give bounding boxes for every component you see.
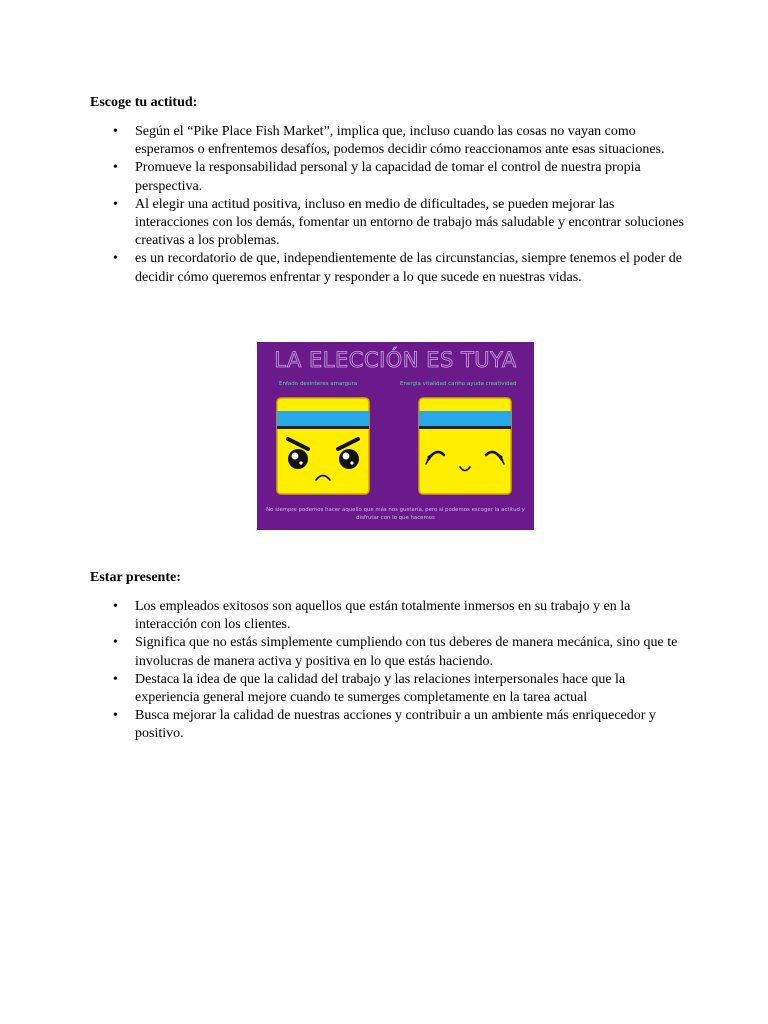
list-item	[0, 196, 768, 251]
list-item-text: Significa que no estás simplemente cumpliendo con tus deberes de manera mecánica, sino que te involucras de manera activa y positiva en lo que estás haciendo.	[135, 635, 678, 669]
section-heading-attitude: Escoge tu actitud:	[90, 95, 198, 110]
list-item	[0, 159, 768, 195]
bullet-list-attitude	[0, 123, 768, 287]
bullet-icon: •	[113, 599, 118, 614]
list-item	[0, 707, 768, 743]
bullet-icon: •	[113, 196, 118, 212]
happy-face-icon	[418, 397, 512, 495]
list-item	[0, 123, 768, 159]
bullet-list-be-present	[0, 598, 768, 744]
bullet-icon: •	[113, 251, 118, 267]
list-item	[0, 634, 768, 670]
bullet-icon: •	[113, 160, 118, 176]
bullet-icon: •	[113, 671, 118, 687]
list-item-text: Destaca la idea de que la calidad del trabajo y las relaciones interpersonales hace que la experiencia general mejore cuando te sumerges completamente en la tarea actual	[135, 671, 626, 706]
list-item	[0, 598, 768, 634]
list-item-text: Promueve la responsabilidad personal y la capacidad de tomar el control de nuestra propia perspectiva.	[135, 160, 641, 194]
attitude-illustration	[257, 342, 534, 530]
illustration-negative-words: Enfado desinteres amargura	[279, 381, 358, 387]
illustration-positive-words: Energia vitalidad cariño ayuda creatividad	[400, 381, 517, 387]
bullet-icon: •	[113, 708, 118, 724]
list-item	[0, 671, 768, 707]
list-item-text: es un recordatorio de que, independientemente de las circunstancias, siempre tenemos el poder de decidir cómo queremos enfrentar y responder a lo que sucede en nuestras vidas.	[135, 251, 682, 285]
list-item-text: Busca mejorar la calidad de nuestras acciones y contribuir a un ambiente más enriquecedor y positivo.	[135, 708, 656, 742]
illustration-caption: No siempre podemos hacer aquello que más nos gustaría, pero sí podemos escoger la actitud y disfrutar con lo que hacemos	[266, 507, 525, 521]
illustration-title: LA ELECCIÓN ES TUYA	[274, 348, 517, 372]
section-heading-be-present: Estar presente:	[90, 570, 181, 585]
bullet-icon: •	[113, 124, 118, 139]
angry-face-icon	[276, 397, 370, 495]
list-item-text: Los empleados exitosos son aquellos que están totalmente inmersos en su trabajo y en la interacción con los clientes.	[135, 599, 631, 633]
list-item-text: Según el “Pike Place Fish Market”, implica que, incluso cuando las cosas no vayan como esperamos o enfrentemos desafíos, podemos decidir cómo reaccionamos ante esas situaciones.	[135, 124, 665, 158]
list-item	[0, 250, 768, 286]
list-item-text: Al elegir una actitud positiva, incluso en medio de dificultades, se pueden mejorar las interacciones con los demás, fomentar un entorno de trabajo más saludable y encontrar soluciones creativas a los problemas.	[135, 196, 684, 249]
bullet-icon: •	[113, 635, 118, 651]
